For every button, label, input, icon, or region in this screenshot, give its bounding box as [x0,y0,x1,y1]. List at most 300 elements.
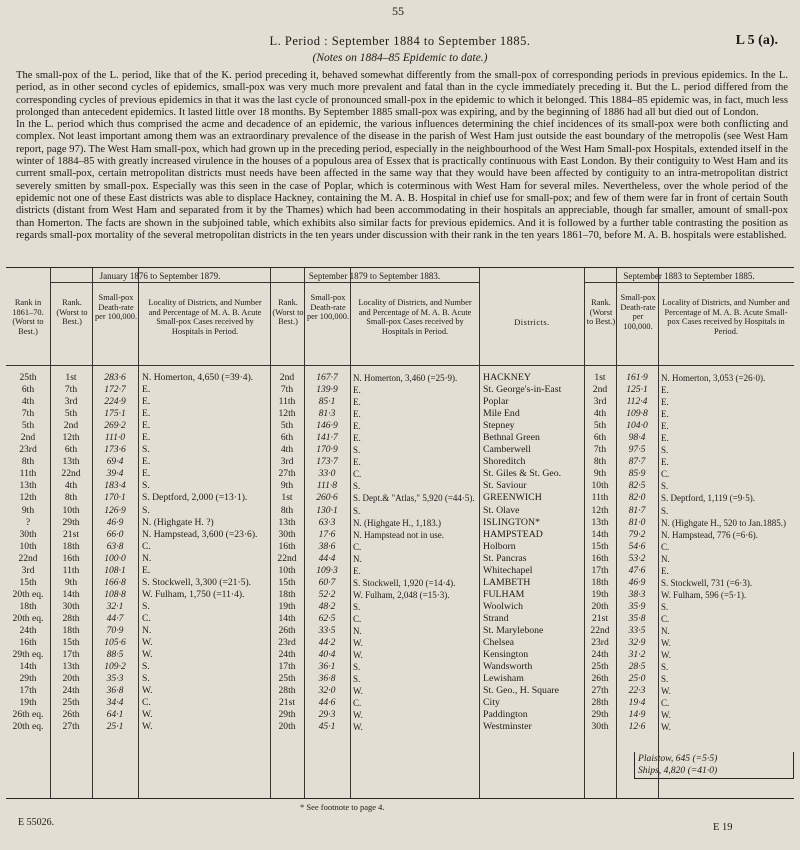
table-cell: 13th [62,456,80,468]
table-cell: 32·0 [318,685,336,697]
table-cell: 130·1 [316,504,338,516]
table-cell: 12th [278,408,296,420]
table-cell: 2nd [279,372,295,383]
table-cell: C. [353,698,362,709]
table-cell: 30th [591,721,609,733]
table-cell: 70·9 [106,624,124,636]
table-cell: St. Olave [483,504,520,516]
table-cell: ISLINGTON* [483,516,540,528]
table-cell: 33·5 [318,624,336,636]
table-cell: Chelsea [483,637,515,649]
table-cell: City [483,697,500,709]
table-cell: St. Pancras [483,552,527,564]
table-cell: W. [353,722,363,733]
table-cell: 12th [591,504,609,516]
table-cell: Paddington [483,709,528,721]
table-cell: 109·3 [316,564,338,576]
table-cell: 6th [593,432,607,444]
comparison-table [6,267,794,799]
header-locality: Locality of Districts, and Number and Percentage of M. A. B. Acute Small-pox Cases received by Hospitals in Period. [358,298,472,336]
header-death-rate: Small-pox Death-rate per 100,000. [94,293,138,322]
table-cell: 66·0 [106,528,124,540]
table-cell: 112·4 [626,396,648,408]
table-cell: 36·1 [318,661,336,673]
table-cell: 46·9 [628,576,646,588]
table-cell: E. [142,432,151,444]
table-cell: S. [142,673,150,685]
table-cell: N. [142,624,152,636]
table-cell: 62·5 [318,612,336,624]
table-cell: S. [353,481,361,492]
header-rank-1861: Rank in 1861–70. (Worst to Best.) [12,298,44,336]
table-cell: W. [661,722,671,733]
table-cell: 8th [64,492,78,504]
table-cell: S. [353,445,361,456]
table-cell: E. [353,409,361,420]
table-cell: C. [353,613,362,624]
table-cell: 105·6 [104,637,126,649]
table-cell: 81·3 [318,408,336,420]
table-cell: 13th [591,516,609,528]
table-cell: E. [353,385,361,396]
table-cell: N. [353,553,362,564]
table-cell: N. Hampstead, 3,600 (=23·6). [142,528,258,540]
table-cell: 35·3 [106,673,124,685]
table-cell: 2nd [63,420,79,432]
table-cell: 20th eq. [12,588,44,600]
table-cell: 3rd [64,396,78,408]
table-cell: 16th [19,637,37,649]
locality-1876-column [142,372,270,733]
table-cell: 46·9 [106,516,124,528]
table-cell: 25th [62,697,80,709]
table-cell: 16th [591,552,609,564]
table-cell: 172·7 [104,384,126,396]
table-cell: 173·6 [104,444,126,456]
table-cell: 11th [19,468,37,480]
table-cell: E. [353,433,361,444]
death-rate-1883-column [616,372,658,733]
table-cell: 5th [21,420,35,432]
table-cell: Camberwell [483,444,531,456]
header-locality: Locality of Districts, and Number and Percentage of M. A. B. Acute Small-pox Cases received by Hospitals in Period. [662,298,790,336]
table-cell: 27th [591,685,609,697]
table-cell: S. [661,674,669,685]
table-cell: 126·9 [104,504,126,516]
table-cell: 20th [591,600,609,612]
table-cell: 60·7 [318,576,336,588]
table-cell: 16th [278,540,296,552]
table-cell: Wandsworth [483,661,533,673]
table-cell: 146·9 [316,420,338,432]
table-cell: 100·0 [104,552,126,564]
period-heading-1876: January 1876 to September 1879. [99,271,221,281]
table-cell: C. [142,612,151,624]
table-cell: S. [353,601,361,612]
table-cell: 10th [19,540,37,552]
table-cell: 38·3 [628,588,646,600]
table-cell: Mile End [483,408,520,420]
table-cell: HAMPSTEAD [483,528,543,540]
table-cell: S. [661,601,669,612]
rank-1861-column [6,372,50,733]
table-cell: 111·8 [316,480,338,492]
table-cell: GREENWICH [483,492,542,504]
table-cell: 1st [594,372,606,383]
period-underline [270,282,479,283]
table-cell: Strand [483,612,509,624]
table-cell: N. Homerton, 3,053 (=26·0). [661,373,766,383]
table-cell: S. [142,480,150,492]
table-cell: 141·7 [316,432,338,444]
table-cell: 108·1 [104,564,126,576]
header-death-rate: Small-pox Death-rate per 100,000. [306,293,350,322]
section-reference: L 5 (a). [735,33,778,48]
table-cell: S. Deptford, 1,119 (=9·5). [661,493,755,504]
period-heading-1879: September 1879 to September 1883. [308,271,441,281]
table-cell: 24th [19,624,37,636]
table-cell: 21st [592,612,608,624]
table-cell: HACKNEY [483,372,531,383]
table-cell: 25th [19,372,37,383]
table-cell: S. [661,505,669,516]
table-cell: Whitechapel [483,564,533,576]
table-cell: N. (Highgate H. ?) [142,516,214,528]
table-cell: 79·2 [628,528,646,540]
table-cell: N. [142,552,152,564]
table-cell: 69·4 [106,456,124,468]
table-cell: 52·2 [318,588,336,600]
table-cell: 167·7 [316,372,338,383]
table-cell: 88·5 [106,649,124,661]
table-cell: 38·6 [318,540,336,552]
table-cell: 5th [64,408,78,420]
table-cell: 15th [62,637,80,649]
locality-1879-column [353,372,479,733]
districts-column [483,372,584,733]
table-cell: 18th [278,588,296,600]
table-cell: E. [661,457,669,468]
table-cell: 35·8 [628,612,646,624]
table-cell: 48·2 [318,600,336,612]
table-cell: 29·3 [318,709,336,721]
table-cell: 14th [591,528,609,540]
table-cell: LAMBETH [483,576,531,588]
table-cell: 53·2 [628,552,646,564]
table-cell: 22nd [277,552,297,564]
table-cell: 139·9 [316,384,338,396]
table-cell: 111·0 [104,432,126,444]
table-cell: 26th [62,709,80,721]
table-cell: FULHAM [483,588,525,600]
table-cell: 32·9 [628,637,646,649]
table-cell: Holborn [483,540,516,552]
table-cell: 173·7 [316,456,338,468]
table-cell: S. [353,674,361,685]
table-cell: E. [661,565,669,576]
table-cell: S. [661,662,669,673]
table-cell: 21st [63,528,79,540]
table-cell: 97·5 [628,444,646,456]
intro-text [16,70,788,242]
table-cell: E. [142,564,151,576]
table-cell: 17th [278,661,296,673]
column-divider [479,268,480,798]
table-cell: 81·0 [628,516,646,528]
table-cell: E. [353,565,361,576]
table-cell: 8th [593,456,607,468]
table-cell: 3rd [593,396,607,408]
table-cell: 12·6 [628,721,646,733]
table-cell: C. [661,541,670,552]
table-cell: 10th [62,504,80,516]
table-cell: 29th [591,709,609,721]
table-cell: St. Marylebone [483,624,544,636]
table-cell: 24th [62,685,80,697]
footnote: * See footnote to page 4. [300,802,385,812]
table-cell: 6th [64,444,78,456]
table-cell: 109·2 [104,661,126,673]
table-cell: E. [353,397,361,408]
table-cell: 125·1 [626,384,648,396]
rank-1879-column [270,372,304,733]
table-cell: 11th [591,492,609,504]
table-cell: 19th [19,697,37,709]
table-cell: E. [661,421,669,432]
table-cell: E. [661,433,669,444]
print-code: E 55026. [18,817,55,828]
table-cell: E. [142,408,151,420]
table-cell: 26th eq. [12,709,44,721]
table-cell: 3rd [21,564,35,576]
table-cell: 85·9 [628,468,646,480]
table-cell: E. [142,384,151,396]
column-divider [350,268,351,798]
table-cell: W. [142,685,153,697]
table-cell: 33·5 [628,624,646,636]
table-cell: S. [142,600,150,612]
table-cell: 15th [19,576,37,588]
table-cell: N. [661,553,670,564]
table-cell: 81·7 [628,504,646,516]
table-cell: N. Hampstead, 776 (=6·6). [661,529,759,540]
table-cell: 30th [278,528,296,540]
table-cell: S. [661,445,669,456]
period-heading-1883: September 1883 to September 1885. [623,271,755,281]
table-cell: W. Fulham, 1,750 (=11·4). [142,588,245,600]
table-cell: N. (Highgate H., 520 to Jan.1885.) [661,517,786,528]
table-cell: 29th [62,516,80,528]
table-cell: 82·0 [628,492,646,504]
table-cell: 24th [278,649,296,661]
table-cell: 17th [19,685,37,697]
table-cell: N. Homerton, 3,460 (=25·9). [353,373,458,383]
table-cell: W. [353,638,363,649]
table-cell: S. Deptford, 2,000 (=13·1). [142,492,248,504]
table-cell: 54·6 [628,540,646,552]
death-rate-1879-column [304,372,350,733]
table-cell: 25·0 [628,673,646,685]
table-cell: 44·4 [318,552,336,564]
header-districts: Districts. [514,318,550,327]
table-cell: C. [353,541,362,552]
table-cell: 30th [62,600,80,612]
table-cell: 9th [593,468,607,480]
table-cell: 19th [278,600,296,612]
table-cell: S. [142,444,150,456]
table-cell: 1st [281,492,293,504]
table-cell: 23rd [278,637,296,649]
table-cell: 28th [62,612,80,624]
table-cell: St. George's-in-East [483,384,562,396]
table-cell: St. Giles & St. Geo. [483,468,562,480]
page-subtitle: (Notes on 1884–85 Epidemic to date.) [312,52,488,64]
period-underline [50,282,270,283]
table-cell: 2nd [592,384,608,396]
header-rule [6,365,794,366]
rank-1883-column [584,372,616,733]
table-cell: 30th [19,528,37,540]
header-rank: Rank. (Worst to Best.) [56,298,88,327]
locality-1883-column [661,372,794,733]
table-cell: E. [661,397,669,408]
rank-1876-column [50,372,92,733]
plaistow-line: Plaistow, 645 (=5·5) [638,753,718,764]
table-cell: S. Stockwell, 731 (=6·3). [661,577,753,588]
table-cell: 4th [593,408,607,420]
table-cell: 13th [278,516,296,528]
table-cell: 19th [591,588,609,600]
table-cell: 161·9 [626,372,648,383]
table-cell: 40·4 [318,649,336,661]
table-cell: 29th eq. [12,649,44,661]
table-cell: 44·6 [318,697,336,709]
table-cell: 23rd [591,637,609,649]
table-cell: 3rd [280,456,294,468]
table-cell: 34·4 [106,697,124,709]
table-cell: 2nd [20,432,36,444]
table-cell: 82·5 [628,480,646,492]
table-cell: E. [661,409,669,420]
table-cell: 18th [19,600,37,612]
table-cell: 22nd [61,468,81,480]
table-cell: N. Homerton, 4,650 (=39·4). [142,372,254,383]
table-cell: 28th [591,697,609,709]
table-cell: E. [142,420,151,432]
table-cell: S. Stockwell, 3,300 (=21·5). [142,576,252,588]
table-cell: W. [661,686,671,697]
table-cell: 6th [21,384,35,396]
table-cell: 18th [62,540,80,552]
table-cell: 63·3 [318,516,336,528]
death-rate-1876-column [92,372,138,733]
table-cell: W. Fulham, 596 (=5·1). [661,589,747,600]
table-cell: W. [661,650,671,661]
table-cell: W. [661,638,671,649]
table-cell: 17th [591,564,609,576]
table-cell: W. [142,709,153,721]
table-cell: 15th [591,540,609,552]
ships-line: Ships, 4,820 (=41·0) [638,765,718,776]
table-cell: 25·1 [106,721,124,733]
table-cell: S. Dept.& "Atlas," 5,920 (=44·5). [353,493,475,504]
table-cell: N. (Highgate H., 1,183.) [353,517,441,528]
table-cell: E. [661,385,669,396]
table-cell: E. [353,457,361,468]
table-cell: W. [353,686,363,697]
table-cell: 17th [62,649,80,661]
table-cell: E. [142,468,151,480]
table-cell: 13th [62,661,80,673]
table-cell: Bethnal Green [483,432,540,444]
table-cell: W. [661,710,671,721]
table-cell: 85·1 [318,396,336,408]
table-cell: S. [142,504,150,516]
table-cell: 32·1 [106,600,124,612]
intro-paragraph-1: The small-pox of the L. period, like that of the K. period preceding it, behaved somewhat differently from the small-pox of corresponding periods in previous epidemics. In the L. period, as in other second cycles of epidemics, small-pox was very much more prevalent and fatal than in the cycle immediately preceding it. But the L. period differed from the corresponding cycles of previous epidemics in that it was the last cycle of pronounced small-pox in the epidemic to which it belonged. This 1884–85 epidemic was, in fact, much less prolonged than antecedent epidemics. It lasted little over 18 months. By September 1885 small-pox was expiring, and by the beginning of 1886 had all but died out of London. [16,70,788,118]
table-cell: Stepney [483,420,515,432]
table-cell: 20th [62,673,80,685]
table-cell: 17·6 [318,528,336,540]
table-cell: 4th [21,396,35,408]
table-cell: Shoreditch [483,456,526,468]
table-cell: 224·9 [104,396,126,408]
table-cell: 10th [278,564,296,576]
table-cell: 22nd [18,552,38,564]
table-cell: E. [142,396,151,408]
table-cell: 4th [64,480,78,492]
column-divider [658,268,659,798]
table-cell: 8th [21,456,35,468]
table-cell: 166·8 [104,576,126,588]
table-cell: 36·8 [106,685,124,697]
table-cell: W. [353,650,363,661]
intro-paragraph-2: In the L. period which thus comprised the acme and decadence of an epidemic, the various influences determining the chief incidences of its small-pox were both conflicting and complex. Not least important among them was an extraordinary prevalence of the disease in the parish of West Ham just outside the east boundary of the metropolis (see West Ham report, page 97). The West Ham small-pox, which had grown up in the preceding period, especially in the neighbourhood of the West Ham Small-pox Hospitals, extended itself in the winter of 1884–85 with greatly increased virulence in the houses of a populous area of Essex that is practically continuous with East London. By their contiguity to West Ham and its current small-pox, certain metropolitan districts must needs have been affected in the same way that they would have been affected by contiguity to an intra-metropolitan district severely smitten by small-pox. Especially was this seen in the case of Poplar, which is coterminous with West Ham for several miles. Nevertheless, over the whole period of the epidemic not one of these East districts was able to displace Hackney, containing the M. A. B. Hospital in chief use for small-pox; and few of them were far in front of certain South districts (distant from West Ham and separated from it by the Thames) which had been accommodating in their hospitals an appreciable, though far smaller, amount of small-pox than Homerton. The facts are shown in the subjoined table, which exhibits also similar facts for previous epidemics. And it is followed by a further table contrasting the position as regards small-pox mortality of the several metropolitan districts in the ten years under discussion with their rank in the ten years 1861–70, before M. A. B. hospitals were established. [16,119,788,241]
table-cell: C. [142,697,151,709]
table-cell: E. [353,421,361,432]
table-cell: 1st [65,372,77,383]
table-cell: W. [353,710,363,721]
header-locality: Locality of Districts, and Number and Percentage of M. A. B. Acute Small-pox Cases received by Hospitals in Period. [148,298,262,336]
table-cell: 11th [62,564,80,576]
table-cell: 36·8 [318,673,336,685]
table-cell: N. Hampstead not in use. [353,529,444,540]
table-cell: N. [661,625,670,636]
table-cell: 8th [280,504,294,516]
table-cell: 64·1 [106,709,124,721]
table-cell: 44·7 [106,612,124,624]
table-cell: 7th [64,384,78,396]
table-cell: 12th [62,432,80,444]
table-cell: 25th [591,661,609,673]
table-cell: 260·6 [316,492,338,504]
table-cell: 13th [19,480,37,492]
table-cell: Woolwich [483,600,524,612]
table-cell: 87·7 [628,456,646,468]
table-cell: 269·2 [104,420,126,432]
table-cell: 18th [62,624,80,636]
header-death-rate: Small-pox Death-rate per 100,000. [620,293,656,331]
table-cell: 18th [591,576,609,588]
table-cell: ? [25,516,31,528]
table-cell: 170·9 [316,444,338,456]
table-cell: W. [142,721,153,733]
table-cell: 16th [62,552,80,564]
table-cell: 183·4 [104,480,126,492]
table-cell: 63·8 [106,540,124,552]
table-cell: 26th [278,624,296,636]
table-cell: 21st [279,697,295,709]
